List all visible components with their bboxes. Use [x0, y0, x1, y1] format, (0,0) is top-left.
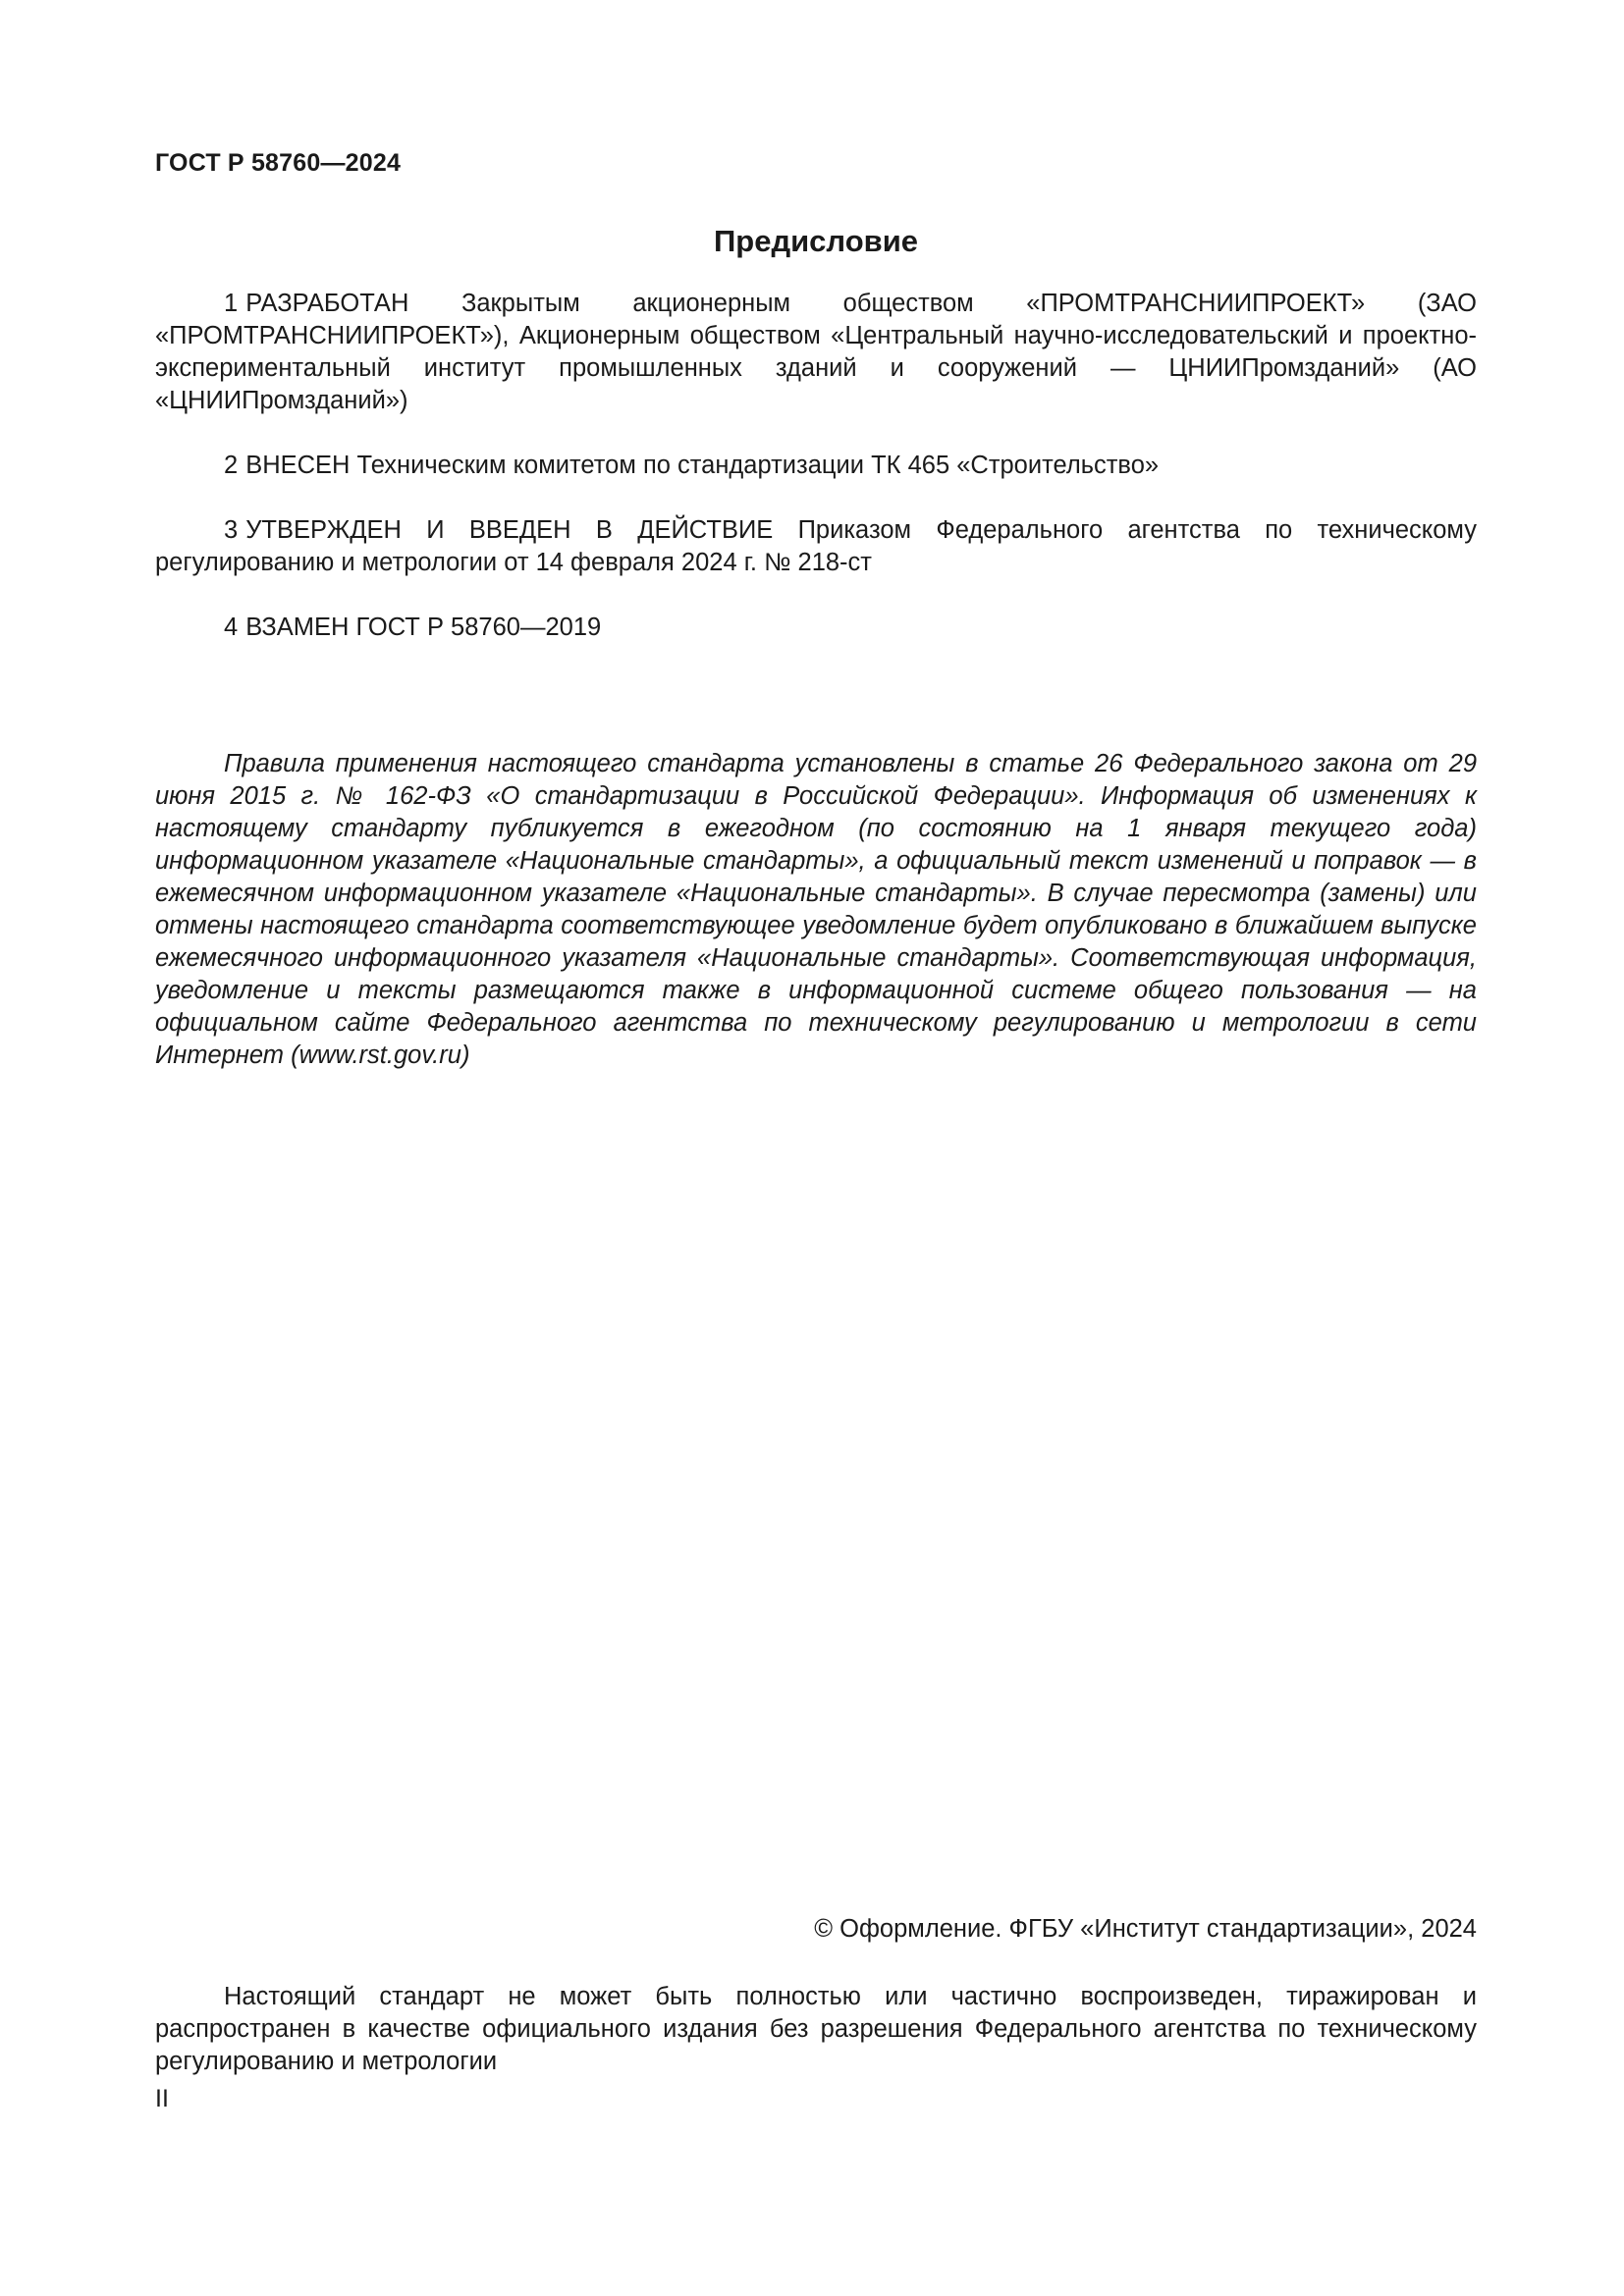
item-number: 3 — [224, 516, 239, 544]
reproduction-notice: Настоящий стандарт не может быть полностью или частично воспроизведен, тиражирован и распространен в качестве официального издания без разрешения Федерального агентства по техническому регулированию и метрологии — [155, 1983, 1477, 2075]
item-text: ВНЕСЕН Техническим комитетом по стандартизации ТК 465 «Строительство» — [245, 452, 1160, 479]
foreword-item — [155, 514, 1477, 579]
foreword-item — [155, 288, 1477, 417]
foreword-items — [155, 288, 1477, 676]
item-number: 2 — [224, 452, 239, 479]
section-title: Предисловие — [713, 224, 918, 258]
item-text: УТВЕРЖДЕН И ВВЕДЕН В ДЕЙСТВИЕ Приказом Федерального агентства по техническому регулированию и метрологии от 14 февраля 2024 г. № 218-ст — [155, 516, 1477, 576]
item-text: РАЗРАБОТАН Закрытым акционерным обществом «ПРОМТРАНСНИИПРОЕКТ» (ЗАО «ПРОМТРАНСНИИПРОЕКТ»), Акционерным обществом «Центральный научно-исследовательский и проектно-экспериментальный институт промышленных зданий и сооружений — ЦНИИПромзданий» (АО «ЦНИИПромзданий») — [155, 290, 1477, 414]
foreword-item — [155, 450, 1477, 482]
foreword-item — [155, 612, 1477, 644]
copyright-line: © Оформление. ФГБУ «Институт стандартизации», 2024 — [814, 1915, 1477, 1943]
item-text: ВЗАМЕН ГОСТ Р 58760—2019 — [245, 614, 602, 641]
item-number: 4 — [224, 614, 239, 641]
item-number: 1 — [224, 290, 239, 317]
document-code: ГОСТ Р 58760—2024 — [155, 149, 402, 177]
page-number: II — [155, 2085, 169, 2112]
document-page — [155, 0, 1477, 2296]
application-rules-paragraph: Правила применения настоящего стандарта установлены в статье 26 Федерального закона от 29 июня 2015 г. № 162-ФЗ «О стандартизации в Российской Федерации». Информация об изменениях к настоящему стандарту публикуется в ежегодном (по состоянию на 1 января текущего года) информационном указателе «Национальные стандарты», а официальный текст изменений и поправок — в ежемесячном информационном указателе «Национальные стандарты». В случае пересмотра (замены) или отмены настоящего стандарта соответствующее уведомление будет опубликовано в ближайшем выпуске ежемесячного информационного указателя «Национальные стандарты». Соответствующая информация, уведомление и тексты размещаются также в информационной системе общего пользования — на официальном сайте Федерального агентства по техническому регулированию и метрологии в сети Интернет (www.rst.gov.ru) — [155, 750, 1477, 1069]
